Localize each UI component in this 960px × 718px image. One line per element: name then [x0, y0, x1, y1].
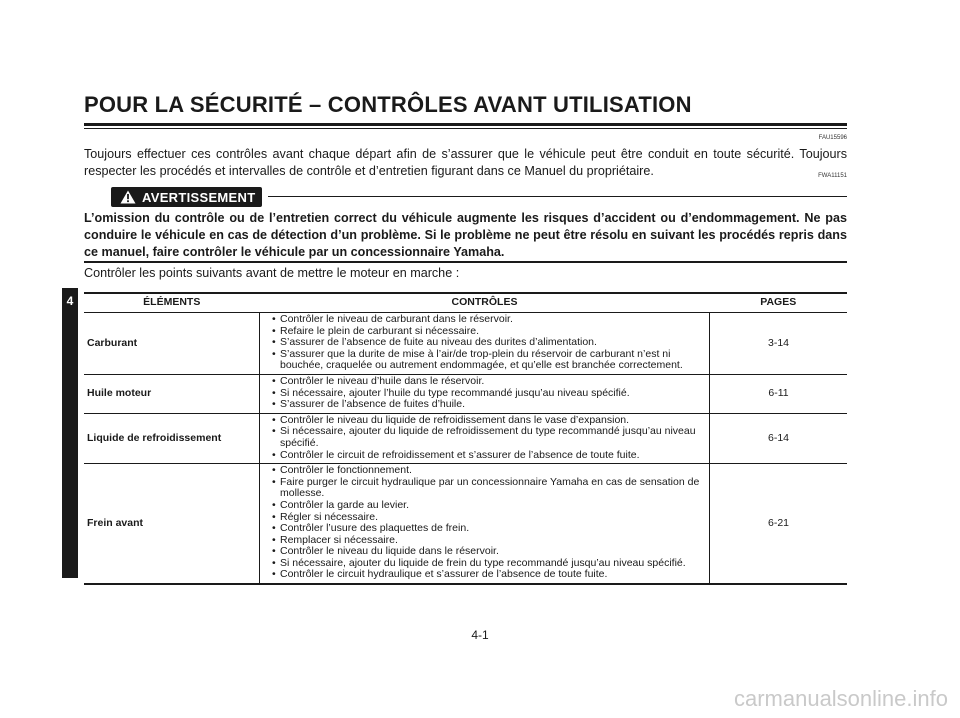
- control-item: • S’assurer de l’absence de fuite au niveau des durites d’alimentation.: [268, 337, 709, 349]
- row-element: Frein avant: [84, 464, 260, 584]
- row-controls: [260, 464, 710, 584]
- row-element: Liquide de refroidissement: [84, 413, 260, 463]
- control-item: • Si nécessaire, ajouter l’huile du type recommandé jusqu’au niveau spécifié.: [268, 388, 709, 400]
- row-controls: [260, 313, 710, 375]
- row-page: 6-14: [710, 413, 848, 463]
- table-header-row: [84, 293, 847, 313]
- warning-label: AVERTISSEMENT: [142, 189, 256, 205]
- control-item: • Refaire le plein de carburant si nécessaire.: [268, 326, 709, 338]
- controls-table: [84, 292, 847, 585]
- control-item: • Contrôler la garde au levier.: [268, 500, 709, 512]
- table-row: [84, 464, 847, 584]
- section-code: FAU15596: [818, 135, 847, 141]
- warning-triangle-icon: [120, 190, 136, 204]
- row-controls: [260, 413, 710, 463]
- row-controls: [260, 374, 710, 413]
- control-item: • Contrôler le niveau du liquide de refroidissement dans le vase d’expansion.: [268, 415, 709, 427]
- warning-text: L’omission du contrôle ou de l’entretien correct du véhicule augmente les risques d’accident ou d’endommagement. Ne pas conduire le véhicule en cas de détection d’un problème. Si le problème ne peut être résolu en suivant les procédés repris dans ce manuel, faire contrôler le véhicule par un concessionnaire Yamaha.: [84, 211, 847, 259]
- control-item: • Si nécessaire, ajouter du liquide de refroidissement du type recommandé jusqu’au niveau spécifié.: [268, 426, 709, 449]
- chapter-tab: [62, 288, 78, 578]
- page-number: 4-1: [471, 628, 489, 642]
- warning-end-rule: [84, 261, 847, 263]
- header-elements: ÉLÉMENTS: [84, 293, 260, 313]
- control-item: • Contrôler le niveau de carburant dans le réservoir.: [268, 314, 709, 326]
- control-item: • S’assurer que la durite de mise à l’air/de trop-plein du réservoir de carburant n’est ni bouchée, craquelée ou autrement endommagée, et qu’elle est branchée correctement.: [268, 349, 709, 372]
- row-element: Huile moteur: [84, 374, 260, 413]
- chapter-tab-number: 4: [66, 294, 74, 308]
- watermark-link[interactable]: carmanualsonline.info: [733, 686, 948, 711]
- row-page: 6-11: [710, 374, 848, 413]
- control-item: • Contrôler le fonctionnement.: [268, 465, 709, 477]
- control-item: • Régler si nécessaire.: [268, 512, 709, 524]
- title-rule: [84, 123, 847, 126]
- row-page: 3-14: [710, 313, 848, 375]
- table-row: [84, 313, 847, 375]
- intro-paragraph: Toujours effectuer ces contrôles avant chaque départ afin de s’assurer que le véhicule peut être conduit en toute sécurité. Toujours respecter les procédés et intervalles de contrôle et d’entretien figurant dans ce Manuel du propriétaire.: [84, 147, 847, 178]
- title-rule-thin: [84, 128, 847, 129]
- page-title: POUR LA SÉCURITÉ – CONTRÔLES AVANT UTILISATION: [84, 92, 692, 117]
- control-item: • Contrôler l’usure des plaquettes de frein.: [268, 523, 709, 535]
- lead-text: Contrôler les points suivants avant de mettre le moteur en marche :: [84, 266, 460, 280]
- header-pages: PAGES: [710, 293, 848, 313]
- control-item: • S’assurer de l’absence de fuites d’huile.: [268, 399, 709, 411]
- header-controles: CONTRÔLES: [260, 293, 710, 313]
- row-element: Carburant: [84, 313, 260, 375]
- table-row: [84, 413, 847, 463]
- control-item: • Contrôler le niveau d’huile dans le réservoir.: [268, 376, 709, 388]
- control-item: • Contrôler le niveau du liquide dans le réservoir.: [268, 546, 709, 558]
- control-item: • Si nécessaire, ajouter du liquide de frein du type recommandé jusqu’au niveau spécifié.: [268, 558, 709, 570]
- table-row: [84, 374, 847, 413]
- warning-divider: [268, 196, 847, 197]
- warning-code: FWA11151: [818, 173, 847, 179]
- control-item: • Faire purger le circuit hydraulique par un concessionnaire Yamaha en cas de sensation de mollesse.: [268, 477, 709, 500]
- control-item: • Contrôler le circuit de refroidissement et s’assurer de l’absence de toute fuite.: [268, 450, 709, 462]
- control-item: • Contrôler le circuit hydraulique et s’assurer de l’absence de toute fuite.: [268, 569, 709, 581]
- warning-badge: [111, 187, 262, 207]
- row-page: 6-21: [710, 464, 848, 584]
- control-item: • Remplacer si nécessaire.: [268, 535, 709, 547]
